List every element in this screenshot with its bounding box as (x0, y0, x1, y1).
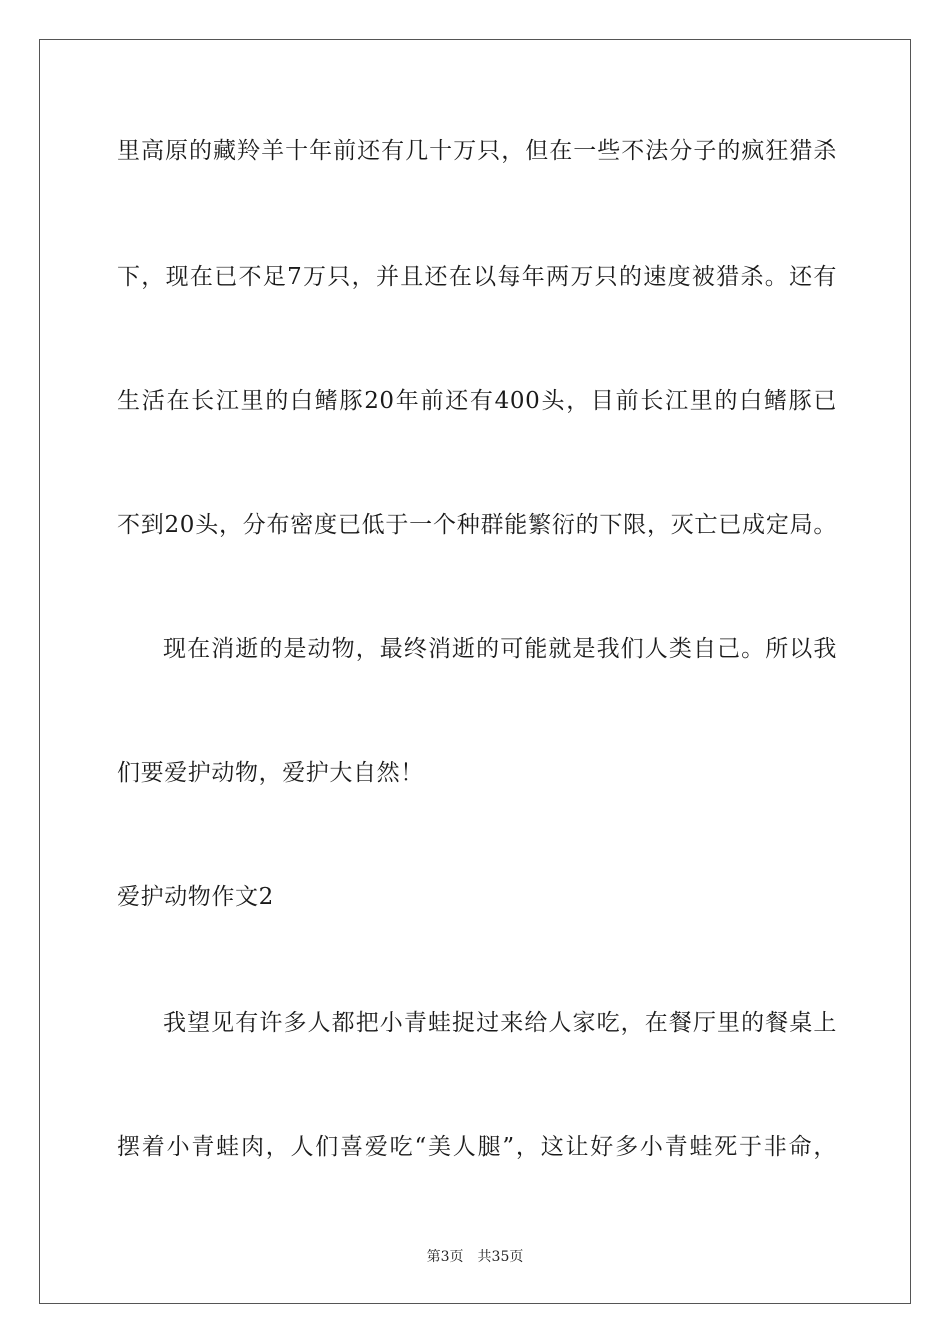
total-pages: 共35页 (477, 1249, 524, 1265)
text-line: 里高原的藏羚羊十年前还有几十万只，但在一些不法分子的疯狂猎杀 (117, 138, 837, 164)
paragraph-first-line: 我望见有许多人都把小青蛙捉过来给人家吃，在餐厅里的餐桌上 (163, 1010, 837, 1036)
page-footer (0, 1248, 950, 1266)
text-line: 不到20头，分布密度已低于一个种群能繁衍的下限，灭亡已成定局。 (117, 512, 837, 538)
page-frame (39, 39, 911, 1304)
text-line: 生活在长江里的白鳍豚20年前还有400头，目前长江里的白鳍豚已 (117, 388, 837, 414)
section-title: 爱护动物作文2 (117, 884, 274, 910)
paragraph-first-line: 现在消逝的是动物，最终消逝的可能就是我们人类自己。所以我 (163, 636, 837, 662)
page-number: 第3页 (426, 1249, 464, 1265)
text-line: 摆着小青蛙肉，人们喜爱吃“美人腿”，这让好多小青蛙死于非命， (117, 1134, 837, 1160)
text-line: 们要爱护动物，爱护大自然！ (117, 760, 424, 786)
text-line: 下，现在已不足7万只，并且还在以每年两万只的速度被猎杀。还有 (117, 264, 837, 290)
